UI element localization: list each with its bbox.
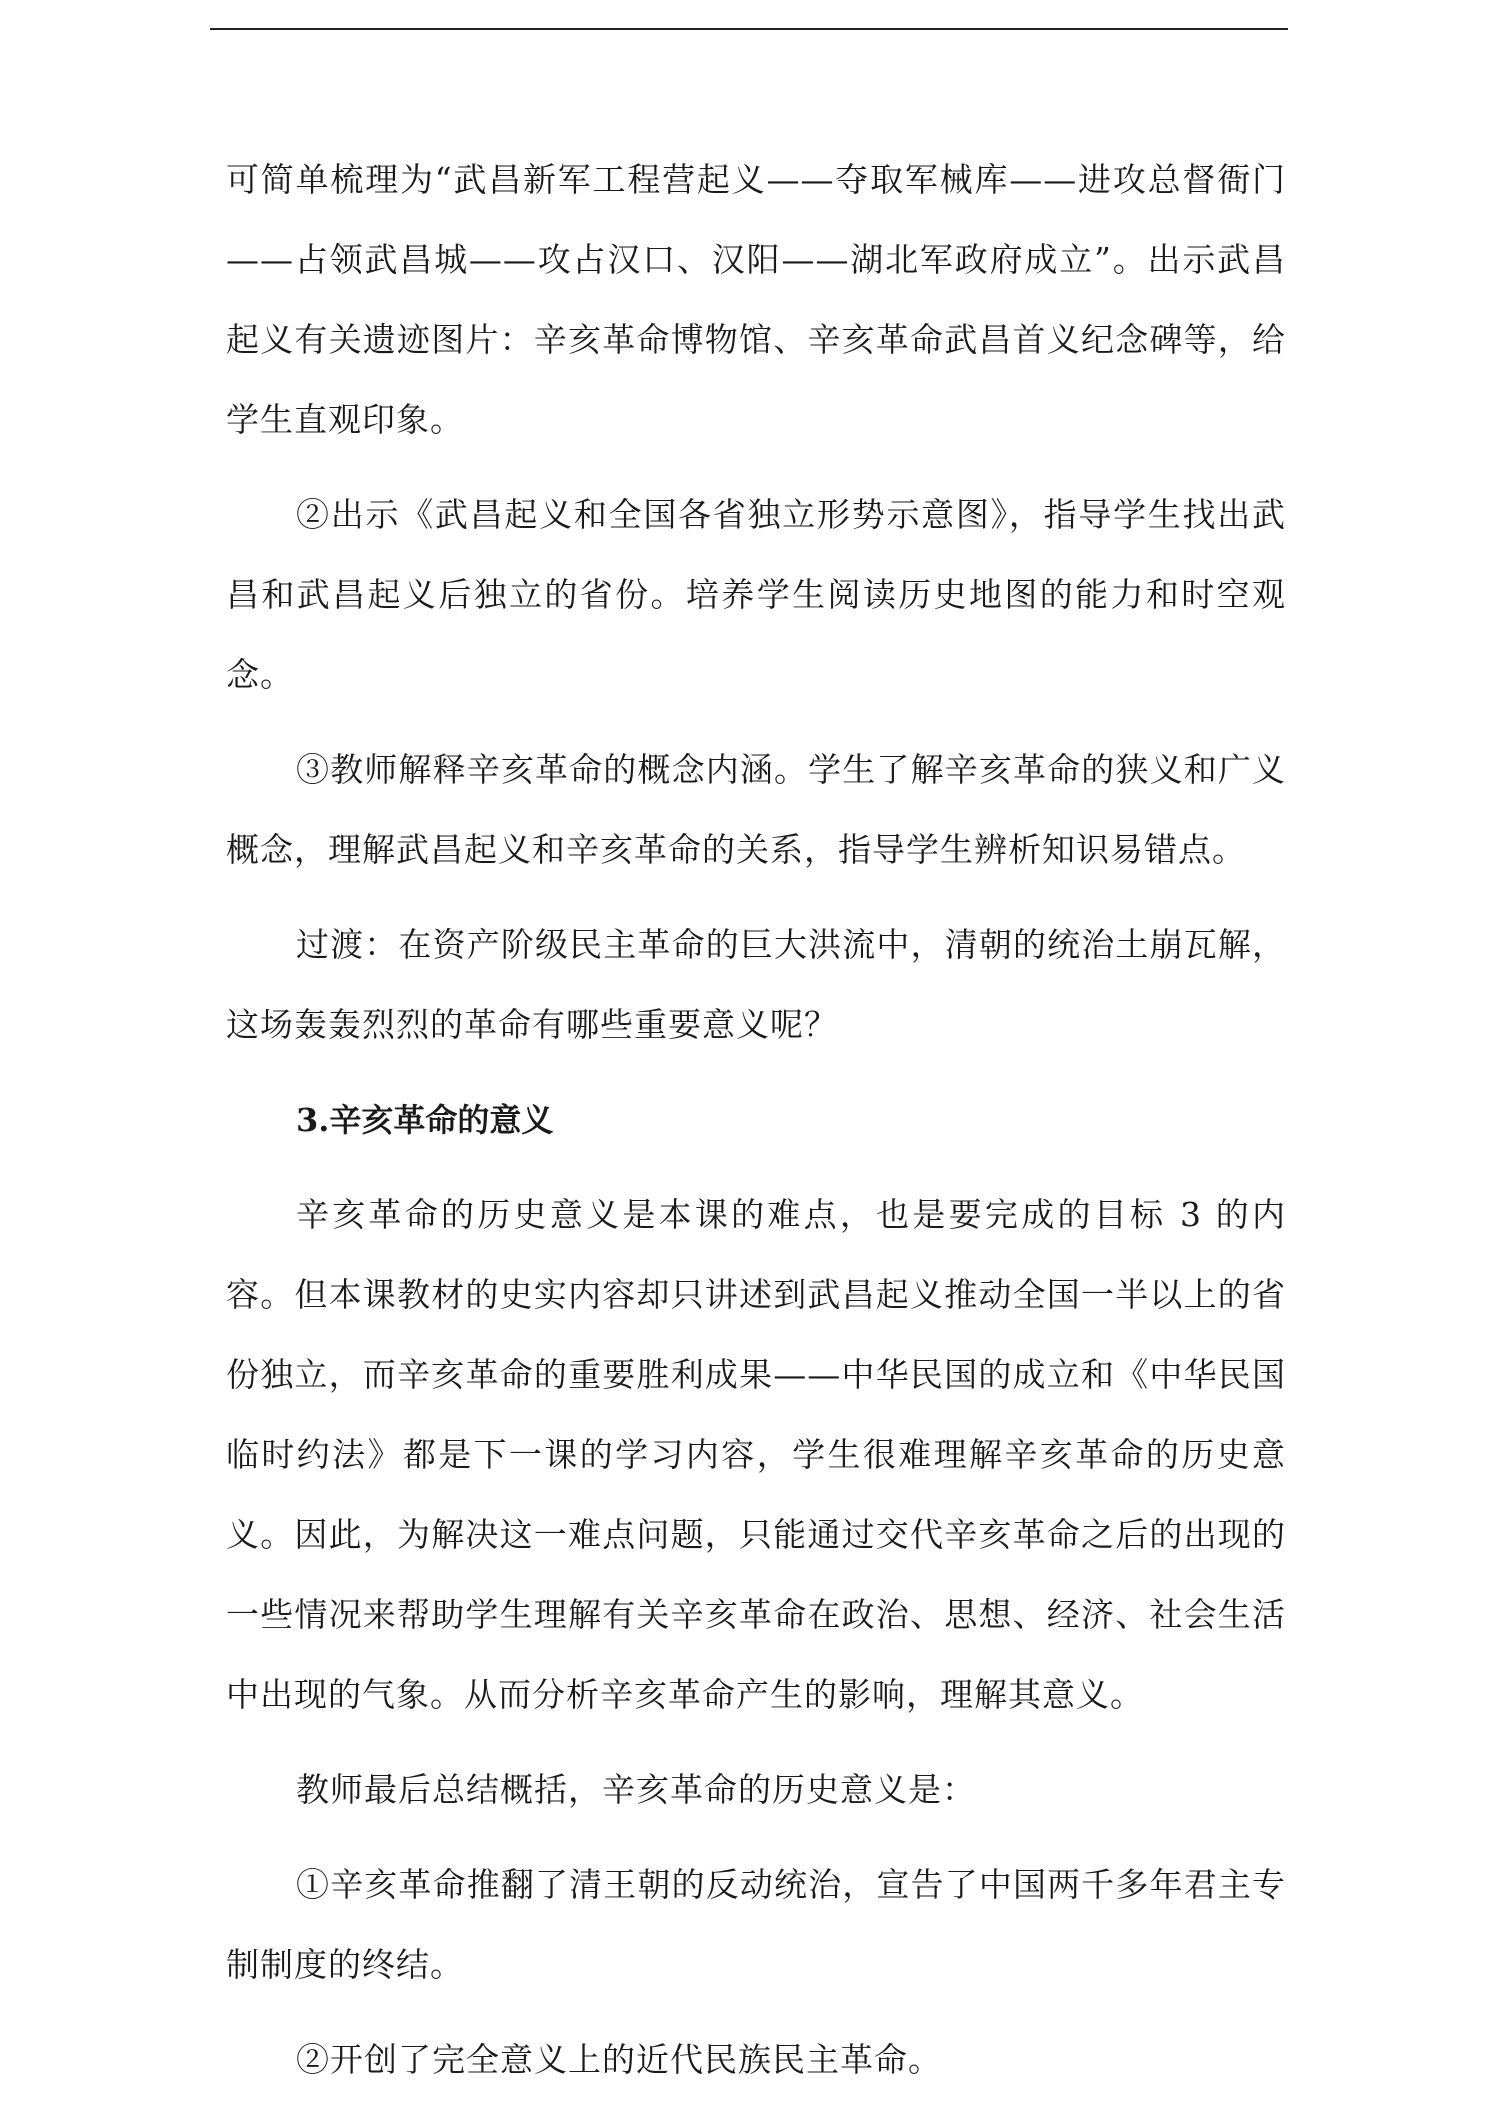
paragraph-concept: ③教师解释辛亥革命的概念内涵。学生了解辛亥革命的狭义和广义概念，理解武昌起义和辛亥革命的关系，指导学生辨析知识易错点。 bbox=[226, 750, 1286, 869]
paragraph-point-2: ②开创了完全意义上的近代民族民主革命。 bbox=[296, 2040, 942, 2079]
paragraph-point-1: ①辛亥革命推翻了清王朝的反动统治，宣告了中国两千多年君主专制制度的终结。 bbox=[226, 1865, 1286, 1984]
document-body bbox=[226, 140, 1286, 2115]
paragraph-significance-intro: 辛亥革命的历史意义是本课的难点，也是要完成的目标 3 的内容。但本课教材的史实内容却只讲述到武昌起义推动全国一半以上的省份独立，而辛亥革命的重要胜利成果——中华民国的成立和《中华民国临时约法》都是下一课的学习内容，学生很难理解辛亥革命的历史意义。因此，为解决这一难点问题，只能通过交代辛亥革命之后的出现的一些情况来帮助学生理解有关辛亥革命在政治、思想、经济、社会生活中出现的气象。从而分析辛亥革命产生的影响，理解其意义。 bbox=[226, 1195, 1286, 1714]
header-rule bbox=[210, 28, 1288, 30]
paragraph-summary: 教师最后总结概括，辛亥革命的历史意义是： bbox=[296, 1770, 976, 1809]
paragraph-timeline: 可简单梳理为“武昌新军工程营起义——夺取军械库——进攻总督衙门——占领武昌城——攻占汉口、汉阳——湖北军政府成立”。出示武昌起义有关遗迹图片：辛亥革命博物馆、辛亥革命武昌首义纪念碑等，给学生直观印象。 bbox=[226, 160, 1286, 439]
paragraph-transition: 过渡：在资产阶级民主革命的巨大洪流中，清朝的统治土崩瓦解，这场轰轰烈烈的革命有哪些重要意义呢？ bbox=[226, 925, 1286, 1044]
paragraph-map-activity: ②出示《武昌起义和全国各省独立形势示意图》，指导学生找出武昌和武昌起义后独立的省份。培养学生阅读历史地图的能力和时空观念。 bbox=[226, 495, 1286, 694]
section-heading: 3.辛亥革命的意义 bbox=[296, 1101, 554, 1139]
